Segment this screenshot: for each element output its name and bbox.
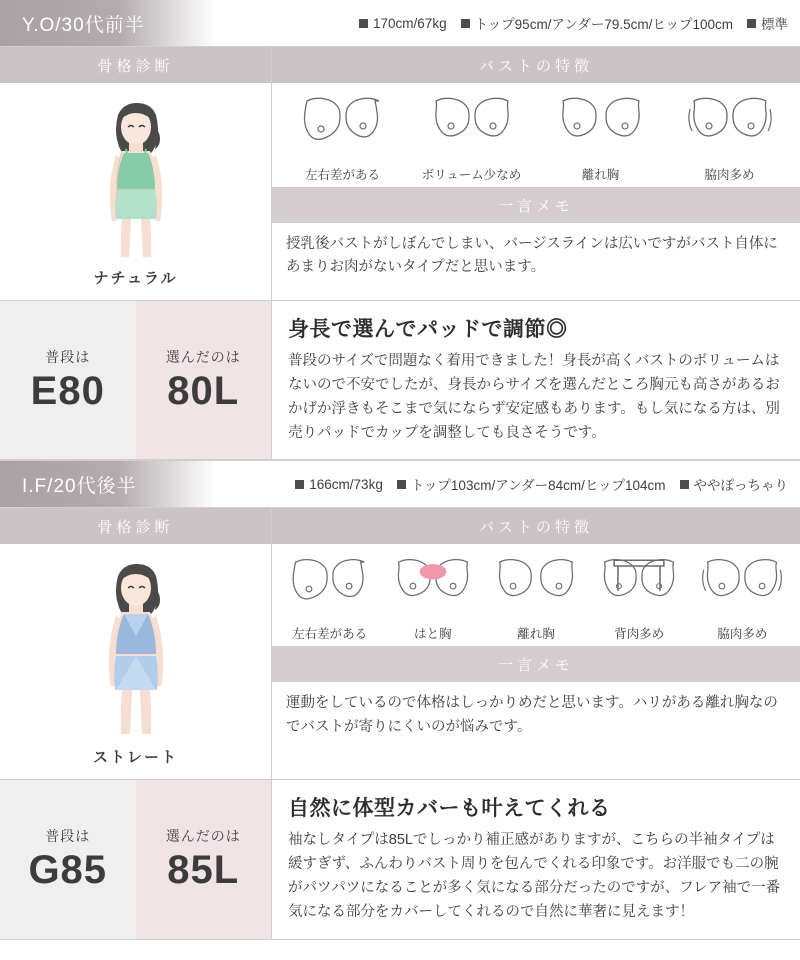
size-column [0, 301, 272, 459]
stat-text: トップ95cm/アンダー79.5cm/ヒップ100cm [474, 17, 733, 32]
stat-item [680, 474, 789, 494]
bust-feature [280, 554, 380, 642]
bust-asymmetry-icon [286, 554, 374, 622]
profile-stats [215, 0, 800, 46]
stat-item [747, 13, 788, 33]
skeleton-figure-wrap [0, 544, 271, 779]
bullet-square-icon [359, 19, 368, 28]
bullet-square-icon [295, 480, 304, 489]
bust-feature-label: 脇肉多め [704, 168, 755, 182]
bust-band-label: バストの特徴 [272, 508, 800, 544]
profile-name: Y.O/30代前半 [0, 0, 215, 46]
profile-bottom-section-1 [0, 300, 800, 459]
review-column [272, 780, 800, 938]
bust-feature-row [272, 83, 800, 187]
bust-band-label: バストの特徴 [272, 47, 800, 83]
usual-size-caption: 普段は [45, 349, 91, 366]
review-body: 普段のサイズで問題なく着用できました！身長が高くバストのボリュームはないので不安でしたが、身長からサイズを選んだところ胸元も高さがあるおかげか浮きもそこまで気にならず安定感もあります。もし気になる方は、別売りパッドでカップを調整しても良さそうです。 [288, 353, 780, 442]
usual-size-box [0, 301, 136, 459]
memo-band-label: 一言メモ [272, 646, 800, 682]
bust-asymmetry-icon [297, 93, 389, 163]
bust-column [272, 47, 800, 300]
stat-text: 166cm/73kg [309, 476, 383, 492]
skeleton-band-label: 骨格診断 [0, 508, 271, 544]
review-title: 身長で選んでパッドで調節◎ [288, 318, 568, 341]
memo-band-label: 一言メモ [272, 187, 800, 223]
profile-card-1 [0, 0, 800, 460]
bust-small-volume-icon [426, 93, 518, 163]
profile-header-1 [0, 0, 800, 46]
bust-wide-set-icon [555, 93, 647, 163]
usual-size-value: E80 [30, 369, 105, 414]
size-column [0, 780, 272, 938]
bust-side-fat-icon [698, 554, 786, 622]
profile-name: I.F/20代後半 [0, 461, 215, 507]
profile-card-2 [0, 460, 800, 939]
bust-feature-label: 脇肉多め [717, 627, 768, 642]
bust-feature [486, 554, 586, 642]
chosen-size-box [136, 780, 272, 938]
bust-feature [589, 554, 689, 642]
skeleton-column [0, 47, 272, 300]
bullet-square-icon [397, 480, 406, 489]
stat-item [359, 16, 447, 31]
bust-feature [551, 93, 651, 183]
bust-feature-row [272, 544, 800, 646]
review-title: 自然に体型カバーも叶えてくれる [288, 797, 611, 821]
body-figure-straight-illustration [36, 550, 236, 746]
stat-text: 標準 [761, 17, 788, 32]
stat-item [295, 477, 383, 492]
stat-item [397, 474, 666, 494]
stat-text: トップ103cm/アンダー84cm/ヒップ104cm [410, 478, 666, 494]
chosen-size-value: 80L [167, 369, 240, 414]
stat-item [461, 13, 733, 33]
stat-text: 170cm/67kg [373, 15, 447, 31]
bust-feature-label: 左右差がある [304, 168, 380, 182]
profile-bottom-section-2 [0, 779, 800, 938]
bust-pigeon-chest-icon [389, 554, 477, 622]
profile-top-section-2 [0, 507, 800, 779]
bust-feature [692, 554, 792, 642]
usual-size-value: G85 [28, 848, 108, 893]
chosen-size-caption: 選んだのは [165, 828, 241, 845]
bust-feature [680, 93, 780, 183]
bust-feature-label: 左右差がある [292, 627, 368, 642]
chosen-size-value: 85L [167, 848, 240, 893]
bust-column [272, 508, 800, 779]
body-figure-natural-illustration [36, 89, 236, 267]
skeleton-type-label: ストレート [92, 749, 178, 767]
profile-stats [215, 461, 800, 507]
bust-feature-label: 離れ胸 [517, 627, 555, 642]
bust-side-fat-icon [684, 93, 776, 163]
bust-feature [422, 93, 522, 183]
bust-back-fat-icon [595, 554, 683, 622]
bust-feature [383, 554, 483, 642]
chosen-size-box [136, 301, 272, 459]
review-column [272, 301, 800, 459]
bullet-square-icon [680, 480, 689, 489]
chosen-size-caption: 選んだのは [165, 349, 241, 366]
skeleton-column [0, 508, 272, 779]
bust-feature-label: 離れ胸 [581, 168, 620, 182]
bust-feature-label: ボリューム少なめ [421, 168, 522, 182]
bust-feature-label: はと胸 [414, 627, 452, 642]
usual-size-caption: 普段は [45, 828, 91, 845]
skeleton-type-label: ナチュラル [93, 270, 178, 287]
skeleton-figure-wrap [0, 83, 271, 300]
profile-header-2 [0, 461, 800, 507]
bust-feature [293, 93, 393, 183]
memo-text: 授乳後バストがしぼんでしまい、バージスラインは広いですがバスト自体にあまりお肉がないタイプだと思います。 [286, 236, 778, 276]
memo-text: 運動をしているので体格はしっかりめだと思います。ハリがある離れ胸なのでバストが寄りにくいのが悩みです。 [286, 695, 778, 735]
stat-text: ややぽっちゃり [693, 478, 788, 494]
bust-feature-label: 背肉多め [614, 627, 665, 642]
bullet-square-icon [747, 19, 756, 28]
skeleton-band-label: 骨格診断 [0, 47, 271, 83]
review-body: 袖なしタイプは85Lでしっかり補正感がありますが、こちらの半袖タイプは緩すぎず、ふんわりバスト周りを包んでくれる印象です。お洋服でも二の腕がパツパツになることが多く気になる部分だったのですが、フレア袖で一番気になる部分をカバーしてくれるので自然に華奢に見えます！ [288, 832, 781, 921]
bullet-square-icon [461, 19, 470, 28]
profile-top-section-1 [0, 46, 800, 300]
usual-size-box [0, 780, 136, 938]
bust-wide-set-icon [492, 554, 580, 622]
